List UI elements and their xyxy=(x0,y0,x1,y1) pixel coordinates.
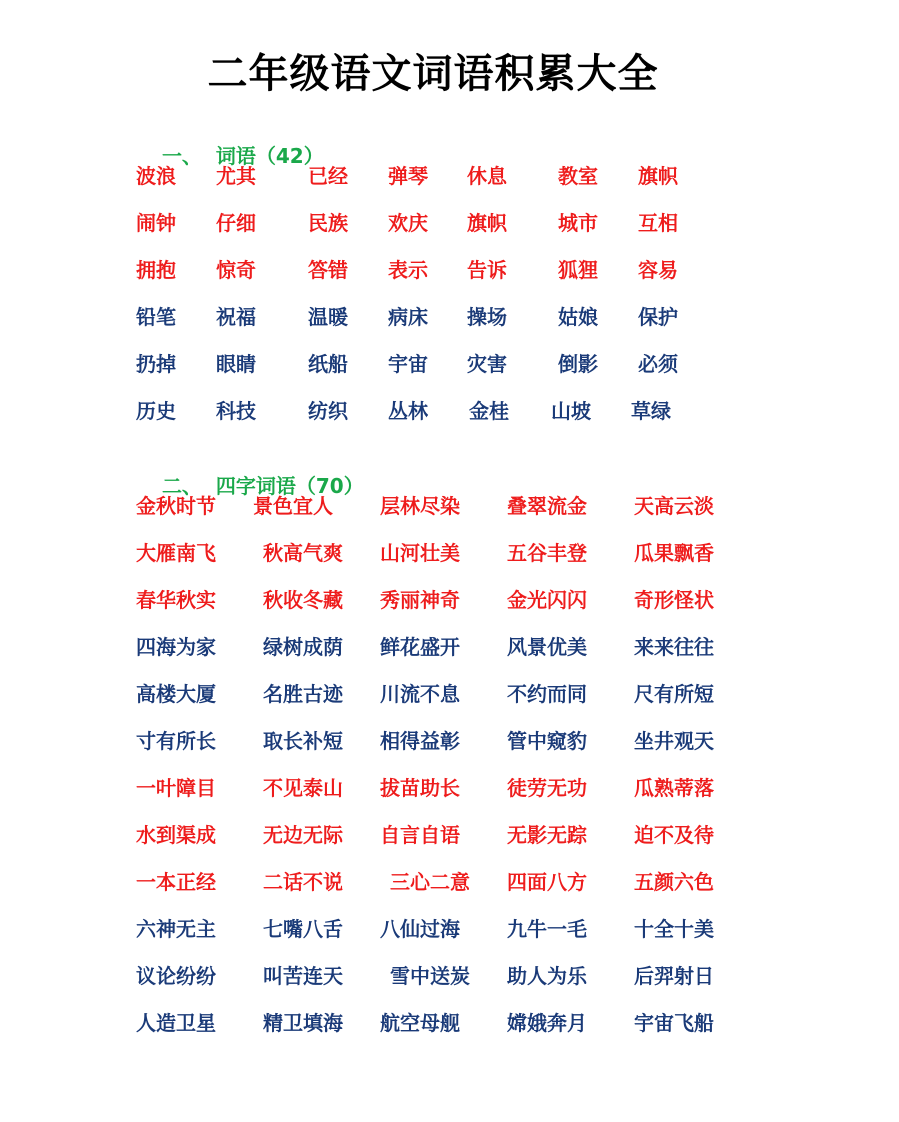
word-item: 教室 xyxy=(558,164,598,188)
word-item: 雪中送炭 xyxy=(390,964,470,988)
word-item: 不见泰山 xyxy=(263,776,343,800)
word-item: 秀丽神奇 xyxy=(380,588,460,612)
section-1-heading xyxy=(148,116,324,169)
word-item: 扔掉 xyxy=(136,352,176,376)
word-item: 九牛一毛 xyxy=(507,917,587,941)
word-item: 宇宙飞船 xyxy=(634,1011,714,1035)
word-item: 民族 xyxy=(308,211,348,235)
word-item: 景色宜人 xyxy=(253,494,333,518)
word-item: 草绿 xyxy=(631,399,671,423)
word-item: 表示 xyxy=(388,258,428,282)
word-item: 休息 xyxy=(467,164,507,188)
word-item: 欢庆 xyxy=(388,211,428,235)
word-item: 拥抱 xyxy=(136,258,176,282)
word-item: 取长补短 xyxy=(263,729,343,753)
word-item: 瓜果飘香 xyxy=(634,541,714,565)
word-item: 闹钟 xyxy=(136,211,176,235)
word-item: 一叶障目 xyxy=(136,776,216,800)
word-item: 无边无际 xyxy=(263,823,343,847)
word-item: 纺织 xyxy=(308,399,348,423)
word-item: 旗帜 xyxy=(467,211,507,235)
word-item: 航空母舰 xyxy=(380,1011,460,1035)
word-item: 十全十美 xyxy=(634,917,714,941)
word-item: 城市 xyxy=(558,211,598,235)
word-item: 鲜花盛开 xyxy=(380,635,460,659)
word-item: 七嘴八舌 xyxy=(263,917,343,941)
word-item: 容易 xyxy=(638,258,678,282)
word-item: 五谷丰登 xyxy=(507,541,587,565)
word-item: 互相 xyxy=(638,211,678,235)
word-item: 五颜六色 xyxy=(634,870,714,894)
word-item: 叠翠流金 xyxy=(507,494,587,518)
word-item: 议论纷纷 xyxy=(136,964,216,988)
word-item: 坐井观天 xyxy=(634,729,714,753)
word-item: 相得益彰 xyxy=(380,729,460,753)
word-item: 拔苗助长 xyxy=(380,776,460,800)
word-item: 纸船 xyxy=(308,352,348,376)
word-item: 不约而同 xyxy=(507,682,587,706)
word-item: 已经 xyxy=(308,164,348,188)
word-item: 山坡 xyxy=(551,399,591,423)
word-item: 寸有所长 xyxy=(136,729,216,753)
word-item: 大雁南飞 xyxy=(136,541,216,565)
word-item: 弹琴 xyxy=(388,164,428,188)
word-item: 仔细 xyxy=(216,211,256,235)
word-item: 旗帜 xyxy=(638,164,678,188)
word-item: 温暖 xyxy=(308,305,348,329)
word-item: 科技 xyxy=(216,399,256,423)
word-item: 波浪 xyxy=(136,164,176,188)
word-item: 山河壮美 xyxy=(380,541,460,565)
word-item: 宇宙 xyxy=(388,352,428,376)
word-item: 金光闪闪 xyxy=(507,588,587,612)
word-item: 保护 xyxy=(638,305,678,329)
word-item: 人造卫星 xyxy=(136,1011,216,1035)
word-item: 叫苦连天 xyxy=(263,964,343,988)
word-item: 八仙过海 xyxy=(380,917,460,941)
word-item: 精卫填海 xyxy=(263,1011,343,1035)
word-item: 答错 xyxy=(308,258,348,282)
word-item: 自言自语 xyxy=(380,823,460,847)
section-number: 二、 xyxy=(161,474,202,498)
word-item: 风景优美 xyxy=(507,635,587,659)
word-item: 祝福 xyxy=(216,305,256,329)
word-item: 告诉 xyxy=(467,258,507,282)
word-item: 川流不息 xyxy=(380,682,460,706)
section-2-heading xyxy=(148,446,364,499)
word-item: 天高云淡 xyxy=(634,494,714,518)
word-item: 操场 xyxy=(467,305,507,329)
word-item: 春华秋实 xyxy=(136,588,216,612)
word-item: 尤其 xyxy=(216,164,256,188)
section-heading-text: 四字词语（70） xyxy=(215,474,364,498)
section-heading-text: 词语（42） xyxy=(215,144,324,168)
word-item: 狐狸 xyxy=(558,258,598,282)
word-item: 瓜熟蒂落 xyxy=(634,776,714,800)
word-item: 秋高气爽 xyxy=(263,541,343,565)
word-item: 助人为乐 xyxy=(507,964,587,988)
word-item: 二话不说 xyxy=(263,870,343,894)
word-item: 灾害 xyxy=(467,352,507,376)
word-item: 六神无主 xyxy=(136,917,216,941)
word-item: 名胜古迹 xyxy=(263,682,343,706)
word-item: 水到渠成 xyxy=(136,823,216,847)
word-item: 一本正经 xyxy=(136,870,216,894)
word-item: 四面八方 xyxy=(507,870,587,894)
word-item: 铅笔 xyxy=(136,305,176,329)
word-item: 丛林 xyxy=(388,399,428,423)
word-item: 层林尽染 xyxy=(380,494,460,518)
word-item: 绿树成荫 xyxy=(263,635,343,659)
word-item: 三心二意 xyxy=(390,870,470,894)
word-item: 必须 xyxy=(638,352,678,376)
page-title: 二年级语文词语积累大全 xyxy=(207,51,659,97)
word-item: 来来往往 xyxy=(634,635,714,659)
word-item: 倒影 xyxy=(558,352,598,376)
word-item: 尺有所短 xyxy=(634,682,714,706)
word-item: 嫦娥奔月 xyxy=(507,1011,587,1035)
word-item: 金桂 xyxy=(469,399,509,423)
word-item: 姑娘 xyxy=(558,305,598,329)
word-item: 高楼大厦 xyxy=(136,682,216,706)
word-item: 徒劳无功 xyxy=(507,776,587,800)
section-number: 一、 xyxy=(161,144,202,168)
word-item: 无影无踪 xyxy=(507,823,587,847)
word-item: 管中窥豹 xyxy=(507,729,587,753)
word-item: 四海为家 xyxy=(136,635,216,659)
word-item: 秋收冬藏 xyxy=(263,588,343,612)
word-item: 迫不及待 xyxy=(634,823,714,847)
word-item: 后羿射日 xyxy=(634,964,714,988)
word-item: 金秋时节 xyxy=(136,494,216,518)
word-item: 惊奇 xyxy=(216,258,256,282)
word-item: 病床 xyxy=(388,305,428,329)
word-item: 奇形怪状 xyxy=(634,588,714,612)
word-item: 眼睛 xyxy=(216,352,256,376)
word-item: 历史 xyxy=(136,399,176,423)
